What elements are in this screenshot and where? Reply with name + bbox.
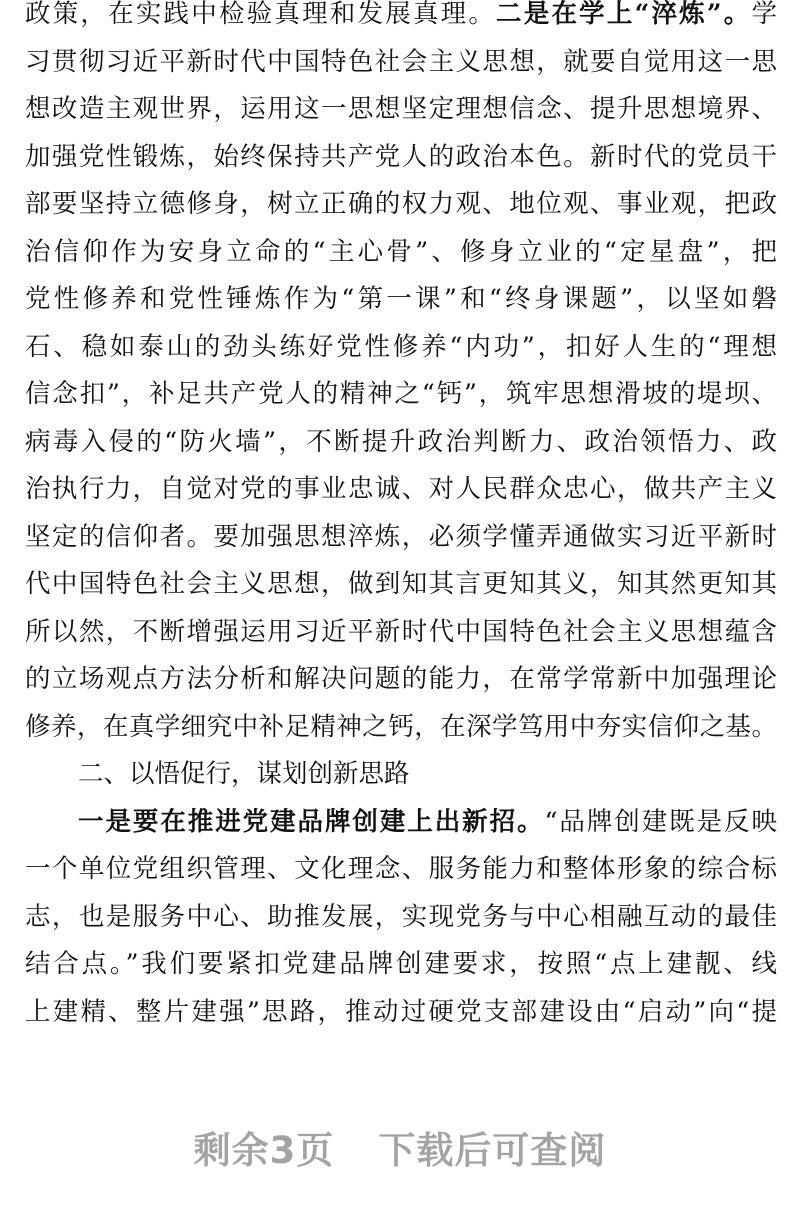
text-line: 病毒入侵的“防火墙”，不断提升政治判断力、政治领悟力、政 [25, 426, 777, 457]
text-line: 所以然，不断增强运用习近平新时代中国特色社会主义思想蕴含 [25, 616, 777, 647]
text-line [25, 0, 777, 39]
text-line: 坚定的信仰者。要加强思想淬炼，必须学懂弄通做实习近平新时 [25, 521, 777, 552]
text-line: 修养，在真学细究中补足精神之钙，在深学笃用中夯实信仰之基。 [25, 711, 777, 742]
download-label[interactable]: 下载后可查阅 [378, 1129, 607, 1172]
section-heading: 二、以悟促行，谋划创新思路 [78, 759, 410, 789]
text-line: 石、稳如泰山的劲头练好党性修养“内功”，扣好人生的“理想 [25, 331, 777, 362]
text-line: 加强党性锻炼，始终保持共产党人的政治本色。新时代的党员干 [25, 141, 777, 172]
text-line: 治信仰作为安身立命的“主心骨”、修身立业的“定星盘”，把 [25, 236, 777, 267]
text-span: “品牌创建既是反映 [544, 806, 777, 837]
text-line: 的立场观点方法分析和解决问题的能力，在常学常新中加强理论 [25, 664, 777, 694]
remaining-pages-label: 剩余3页 [193, 1129, 335, 1172]
document-body [25, 0, 777, 1036]
text-line: 治执行力，自觉对党的事业忠诚、对人民群众忠心，做共产主义 [25, 474, 777, 504]
text-line: 一个单位党组织管理、文化理念、服务能力和整体形象的综合标 [25, 854, 777, 884]
text-line: 习贯彻习近平新时代中国特色社会主义思想，就要自觉用这一思 [25, 46, 777, 77]
text-line: 结合点。”我们要紧扣党建品牌创建要求，按照“点上建靓、线 [25, 949, 777, 979]
text-line: 志，也是服务中心、助推发展，实现党务与中心相融互动的最佳 [25, 901, 777, 932]
text-line: 部要坚持立德修身，树立正确的权力观、地位观、事业观，把政 [25, 189, 777, 219]
text-span: 学 [751, 0, 777, 29]
bold-lead: 一是要在推进党建品牌创建上出新招。 [78, 806, 545, 837]
text-line: 想改造主观世界，运用这一思想坚定理想信念、提升思想境界、 [25, 94, 777, 124]
text-line [25, 799, 777, 847]
text-span: 政策，在实践中检验真理和发展真理。 [25, 0, 497, 29]
download-prompt[interactable] [0, 1120, 800, 1174]
text-line: 代中国特色社会主义思想，做到知其言更知其义，知其然更知其 [25, 569, 777, 599]
text-line: 上建精、整片建强”思路，推动过硬党支部建设由“启动”向“提 [25, 996, 777, 1027]
bold-lead: 二是在学上“淬炼”。 [496, 0, 752, 29]
text-line: 信念扣”，补足共产党人的精神之“钙”，筑牢思想滑坡的堤坝、 [25, 379, 777, 409]
text-line: 党性修养和党性锤炼作为“第一课”和“终身课题”，以坚如磐 [25, 284, 777, 314]
